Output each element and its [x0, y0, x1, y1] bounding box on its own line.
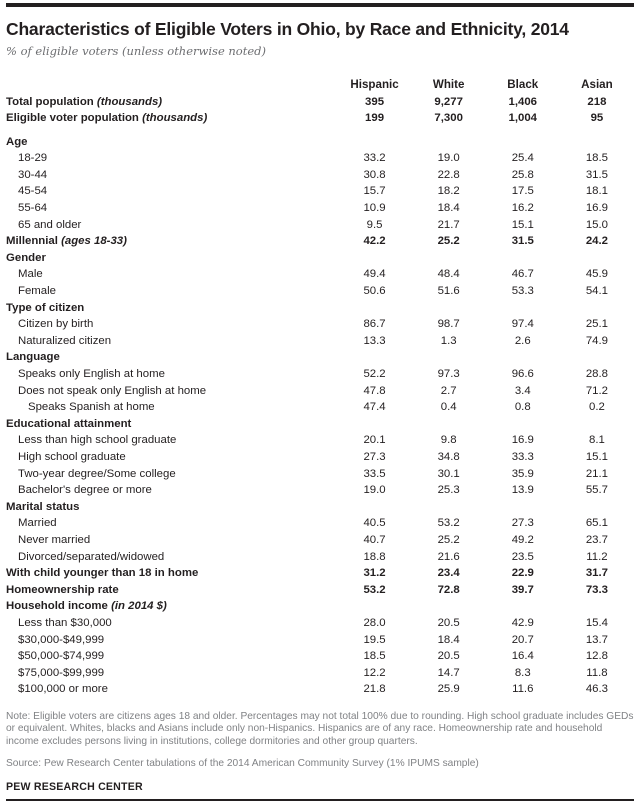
row-label: Less than $30,000: [18, 616, 112, 629]
row-label: Married: [18, 517, 57, 530]
row-value: 21.7: [437, 218, 460, 231]
row-value: 13.9: [511, 484, 534, 497]
row-value: 8.3: [514, 666, 531, 679]
row-value: 15.7: [363, 185, 386, 198]
row-value: 16.9: [585, 202, 608, 215]
row-value: 18.4: [437, 202, 460, 215]
row-value: [560, 416, 634, 433]
row-label: Millennial (ages 18-33): [6, 235, 127, 248]
row-value: 42.9: [511, 616, 534, 629]
row-label: Female: [18, 285, 56, 298]
row-value: 25.9: [437, 683, 460, 696]
row-value: 48.4: [437, 268, 460, 281]
row-value: 98.7: [437, 318, 460, 331]
row-label: 65 and older: [18, 218, 82, 231]
row-value: 73.3: [585, 583, 608, 596]
row-value: 15.0: [585, 218, 608, 231]
table-row: [6, 466, 634, 483]
row-value: 28.8: [585, 368, 608, 381]
row-value: 54.1: [585, 285, 608, 298]
row-value: 28.0: [363, 616, 386, 629]
table-row: [6, 532, 634, 549]
row-label: Two-year degree/Some college: [18, 467, 176, 480]
row-value: 30.8: [363, 168, 386, 181]
table-row: [6, 283, 634, 300]
row-value: [560, 250, 634, 267]
row-value: 17.5: [511, 185, 534, 198]
table-row: [6, 333, 634, 350]
table-body: [6, 94, 634, 698]
row-label-note: (thousands): [142, 112, 208, 125]
row-label: Does not speak only English at home: [18, 384, 207, 397]
row-value: 7,300: [434, 112, 463, 125]
row-value: [486, 134, 560, 151]
row-value: [338, 300, 412, 317]
row-value: 31.7: [585, 567, 608, 580]
table-row: [6, 598, 634, 615]
row-value: 1,004: [508, 112, 538, 125]
table-row: [6, 499, 634, 516]
table-row: [6, 549, 634, 566]
row-value: 16.9: [511, 434, 534, 447]
row-value: 40.7: [363, 533, 386, 546]
row-label: 30-44: [18, 168, 48, 181]
row-label: Male: [18, 268, 43, 281]
table-row: [6, 449, 634, 466]
table-note: Note: Eligible voters are citizens ages 18 and older. Percentages may not total 100% due to rounding. High school graduate includes GEDs or equivalent. Whites, blacks and Asians include only non-Hispanics. Hispanics are of any race. Homeownership rate and household income excludes persons living in institutions, college dormitories and other group quarters.: [6, 710, 634, 748]
row-label: $50,000-$74,999: [18, 650, 105, 663]
row-value: 19.0: [437, 152, 460, 165]
row-value: [486, 598, 560, 615]
row-label: Speaks only English at home: [18, 368, 165, 381]
row-value: 55.7: [585, 484, 608, 497]
row-label: Educational attainment: [6, 417, 132, 430]
brand-label: PEW RESEARCH CENTER: [6, 781, 143, 794]
row-value: 16.2: [511, 202, 534, 215]
table-row: [6, 416, 634, 433]
column-header-blank: [6, 77, 338, 94]
column-header-white: White: [432, 77, 465, 91]
row-value: 51.6: [437, 285, 460, 298]
row-label: 18-29: [18, 152, 48, 165]
row-value: 9,277: [434, 95, 463, 108]
row-value: 14.7: [437, 666, 460, 679]
row-label: Less than high school graduate: [18, 434, 177, 447]
row-value: 30.1: [437, 467, 460, 480]
row-value: 1.3: [440, 334, 457, 347]
table-row: [6, 134, 634, 151]
row-value: 8.1: [588, 434, 605, 447]
table-row: [6, 515, 634, 532]
table-row: [6, 681, 634, 698]
row-value: 49.4: [363, 268, 386, 281]
characteristics-table: [6, 77, 634, 698]
row-value: 31.5: [585, 168, 608, 181]
table-row: [6, 383, 634, 400]
row-value: 33.5: [363, 467, 386, 480]
row-value: [338, 134, 412, 151]
table-row: [6, 316, 634, 333]
row-value: 18.8: [363, 550, 386, 563]
row-value: 0.2: [588, 401, 605, 414]
table-row: [6, 110, 634, 127]
row-value: 20.1: [363, 434, 386, 447]
row-value: [338, 250, 412, 267]
spacer-cell: [6, 127, 634, 134]
row-value: 46.3: [585, 683, 608, 696]
row-value: 199: [365, 112, 385, 125]
row-value: 39.7: [511, 583, 534, 596]
row-value: 97.4: [511, 318, 534, 331]
row-value: 11.2: [586, 550, 608, 563]
row-value: 18.5: [363, 650, 386, 663]
row-value: 25.3: [437, 484, 460, 497]
row-value: 96.6: [511, 368, 534, 381]
row-value: [560, 598, 634, 615]
row-value: 27.3: [511, 517, 534, 530]
page-subtitle: % of eligible voters (unless otherwise noted): [6, 44, 267, 59]
row-label-note: (ages 18-33): [61, 235, 127, 248]
row-value: 20.5: [437, 650, 460, 663]
row-label: Marital status: [6, 500, 80, 513]
row-label-note: (in 2014 $): [111, 600, 167, 613]
table-row: [6, 150, 634, 167]
row-label: Bachelor's degree or more: [18, 484, 152, 497]
row-label: Language: [6, 351, 60, 364]
row-label: Citizen by birth: [18, 318, 94, 331]
row-value: 33.3: [511, 450, 534, 463]
row-value: 27.3: [363, 450, 386, 463]
table-row: [6, 217, 634, 234]
table-row: [6, 349, 634, 366]
row-value: 47.4: [363, 401, 386, 414]
row-label: Divorced/separated/widowed: [18, 550, 165, 563]
row-value: 20.7: [511, 633, 534, 646]
row-value: 19.0: [363, 484, 386, 497]
row-value: [486, 499, 560, 516]
table-header: [6, 77, 634, 94]
top-rule: [6, 3, 634, 7]
row-value: 12.8: [585, 650, 608, 663]
row-label: Total population (thousands): [6, 95, 163, 108]
row-value: [560, 499, 634, 516]
row-value: 9.8: [440, 434, 457, 447]
row-label: Homeownership rate: [6, 583, 119, 596]
row-value: 25.1: [585, 318, 608, 331]
row-value: 20.5: [437, 616, 460, 629]
table-row: [6, 648, 634, 665]
row-value: 53.2: [437, 517, 460, 530]
row-value: [412, 499, 486, 516]
row-label: Naturalized citizen: [18, 334, 112, 347]
row-value: 22.8: [437, 168, 460, 181]
row-value: 218: [587, 95, 607, 108]
row-value: 23.7: [585, 533, 608, 546]
row-value: 31.5: [511, 235, 534, 248]
row-value: [560, 134, 634, 151]
table-row: [6, 167, 634, 184]
column-header-black: Black: [507, 77, 539, 91]
row-value: 65.1: [585, 517, 608, 530]
table-row: [6, 250, 634, 267]
table-row: [6, 200, 634, 217]
row-value: 35.9: [511, 467, 534, 480]
row-label: Never married: [18, 533, 91, 546]
infographic-page: [0, 3, 640, 794]
row-value: 24.2: [585, 235, 608, 248]
row-value: 13.7: [585, 633, 608, 646]
row-label: 55-64: [18, 202, 48, 215]
row-value: 25.4: [511, 152, 534, 165]
row-value: 47.8: [363, 384, 386, 397]
row-value: [338, 349, 412, 366]
row-value: 53.2: [363, 583, 386, 596]
table-row: [6, 482, 634, 499]
row-value: [486, 349, 560, 366]
column-header-asian: Asian: [581, 77, 613, 91]
row-value: 15.1: [511, 218, 534, 231]
row-value: [338, 499, 412, 516]
row-value: 97.3: [437, 368, 460, 381]
row-label: Gender: [6, 251, 46, 264]
table-row: [6, 233, 634, 250]
row-value: 34.8: [437, 450, 460, 463]
row-value: 25.2: [437, 235, 460, 248]
row-value: 42.2: [363, 235, 386, 248]
row-label: Speaks Spanish at home: [28, 401, 155, 414]
row-value: 1,406: [508, 95, 538, 108]
row-value: [560, 349, 634, 366]
row-label: $100,000 or more: [18, 683, 108, 696]
row-value: 15.1: [585, 450, 608, 463]
row-value: 95: [590, 112, 604, 125]
row-value: 21.6: [437, 550, 460, 563]
row-value: 13.3: [363, 334, 386, 347]
row-value: 33.2: [363, 152, 386, 165]
table-header-row: [6, 77, 634, 94]
row-value: [486, 300, 560, 317]
row-value: 2.6: [514, 334, 531, 347]
table-row: [6, 565, 634, 582]
row-label: $75,000-$99,999: [18, 666, 105, 679]
table-row: [6, 432, 634, 449]
row-value: [412, 416, 486, 433]
row-value: 9.5: [366, 218, 383, 231]
row-label: Eligible voter population (thousands): [6, 112, 208, 125]
row-value: 11.8: [586, 666, 608, 679]
row-value: [412, 300, 486, 317]
table-row: [6, 582, 634, 599]
row-value: 50.6: [363, 285, 386, 298]
row-label: $30,000-$49,999: [18, 633, 105, 646]
row-value: [486, 416, 560, 433]
row-value: [412, 349, 486, 366]
row-value: [560, 300, 634, 317]
table-row: [6, 615, 634, 632]
row-label: High school graduate: [18, 450, 126, 463]
row-label: 45-54: [18, 185, 48, 198]
row-value: 15.4: [585, 616, 608, 629]
row-label: Age: [6, 135, 28, 148]
row-value: 45.9: [585, 268, 608, 281]
row-value: 19.5: [363, 633, 386, 646]
table-row: [6, 266, 634, 283]
row-value: 71.2: [585, 384, 608, 397]
row-value: 31.2: [363, 567, 386, 580]
row-value: 395: [365, 95, 385, 108]
row-label: Type of citizen: [6, 301, 85, 314]
row-value: 21.8: [363, 683, 386, 696]
row-value: 12.2: [363, 666, 386, 679]
table-row-spacer: [6, 127, 634, 134]
row-value: 18.1: [585, 185, 608, 198]
row-value: [412, 250, 486, 267]
row-value: 16.4: [511, 650, 534, 663]
row-value: 49.2: [511, 533, 534, 546]
row-value: [486, 250, 560, 267]
row-value: 0.4: [440, 401, 457, 414]
row-value: [338, 416, 412, 433]
row-value: [412, 134, 486, 151]
table-row: [6, 399, 634, 416]
row-value: [338, 598, 412, 615]
row-value: 40.5: [363, 517, 386, 530]
table-row: [6, 632, 634, 649]
row-value: 18.5: [585, 152, 608, 165]
row-value: 74.9: [585, 334, 608, 347]
row-value: 23.5: [511, 550, 534, 563]
table-row: [6, 300, 634, 317]
row-value: [412, 598, 486, 615]
row-value: 10.9: [363, 202, 386, 215]
row-value: 0.8: [514, 401, 531, 414]
row-value: 46.7: [511, 268, 534, 281]
row-value: 25.2: [437, 533, 460, 546]
table-row: [6, 665, 634, 682]
row-value: 21.1: [585, 467, 608, 480]
page-title: Characteristics of Eligible Voters in Ohio, by Race and Ethnicity, 2014: [6, 19, 569, 39]
row-value: 22.9: [511, 567, 534, 580]
row-value: 72.8: [437, 583, 460, 596]
row-value: 11.6: [512, 683, 534, 696]
table-row: [6, 94, 634, 111]
row-label-note: (thousands): [96, 95, 163, 108]
table-row: [6, 183, 634, 200]
table-source: Source: Pew Research Center tabulations of the 2014 American Community Survey (1% IPUMS sample): [6, 757, 479, 769]
row-value: 52.2: [363, 368, 386, 381]
row-value: 3.4: [514, 384, 531, 397]
table-row: [6, 366, 634, 383]
row-value: 2.7: [440, 384, 457, 397]
row-value: 53.3: [511, 285, 534, 298]
row-value: 18.4: [437, 633, 460, 646]
row-value: 18.2: [437, 185, 460, 198]
column-header-hispanic: Hispanic: [350, 77, 399, 91]
row-value: 25.8: [511, 168, 534, 181]
row-value: 23.4: [437, 567, 460, 580]
row-label: Household income (in 2014 $): [6, 600, 167, 613]
row-label: With child younger than 18 in home: [6, 567, 199, 580]
row-value: 86.7: [363, 318, 386, 331]
